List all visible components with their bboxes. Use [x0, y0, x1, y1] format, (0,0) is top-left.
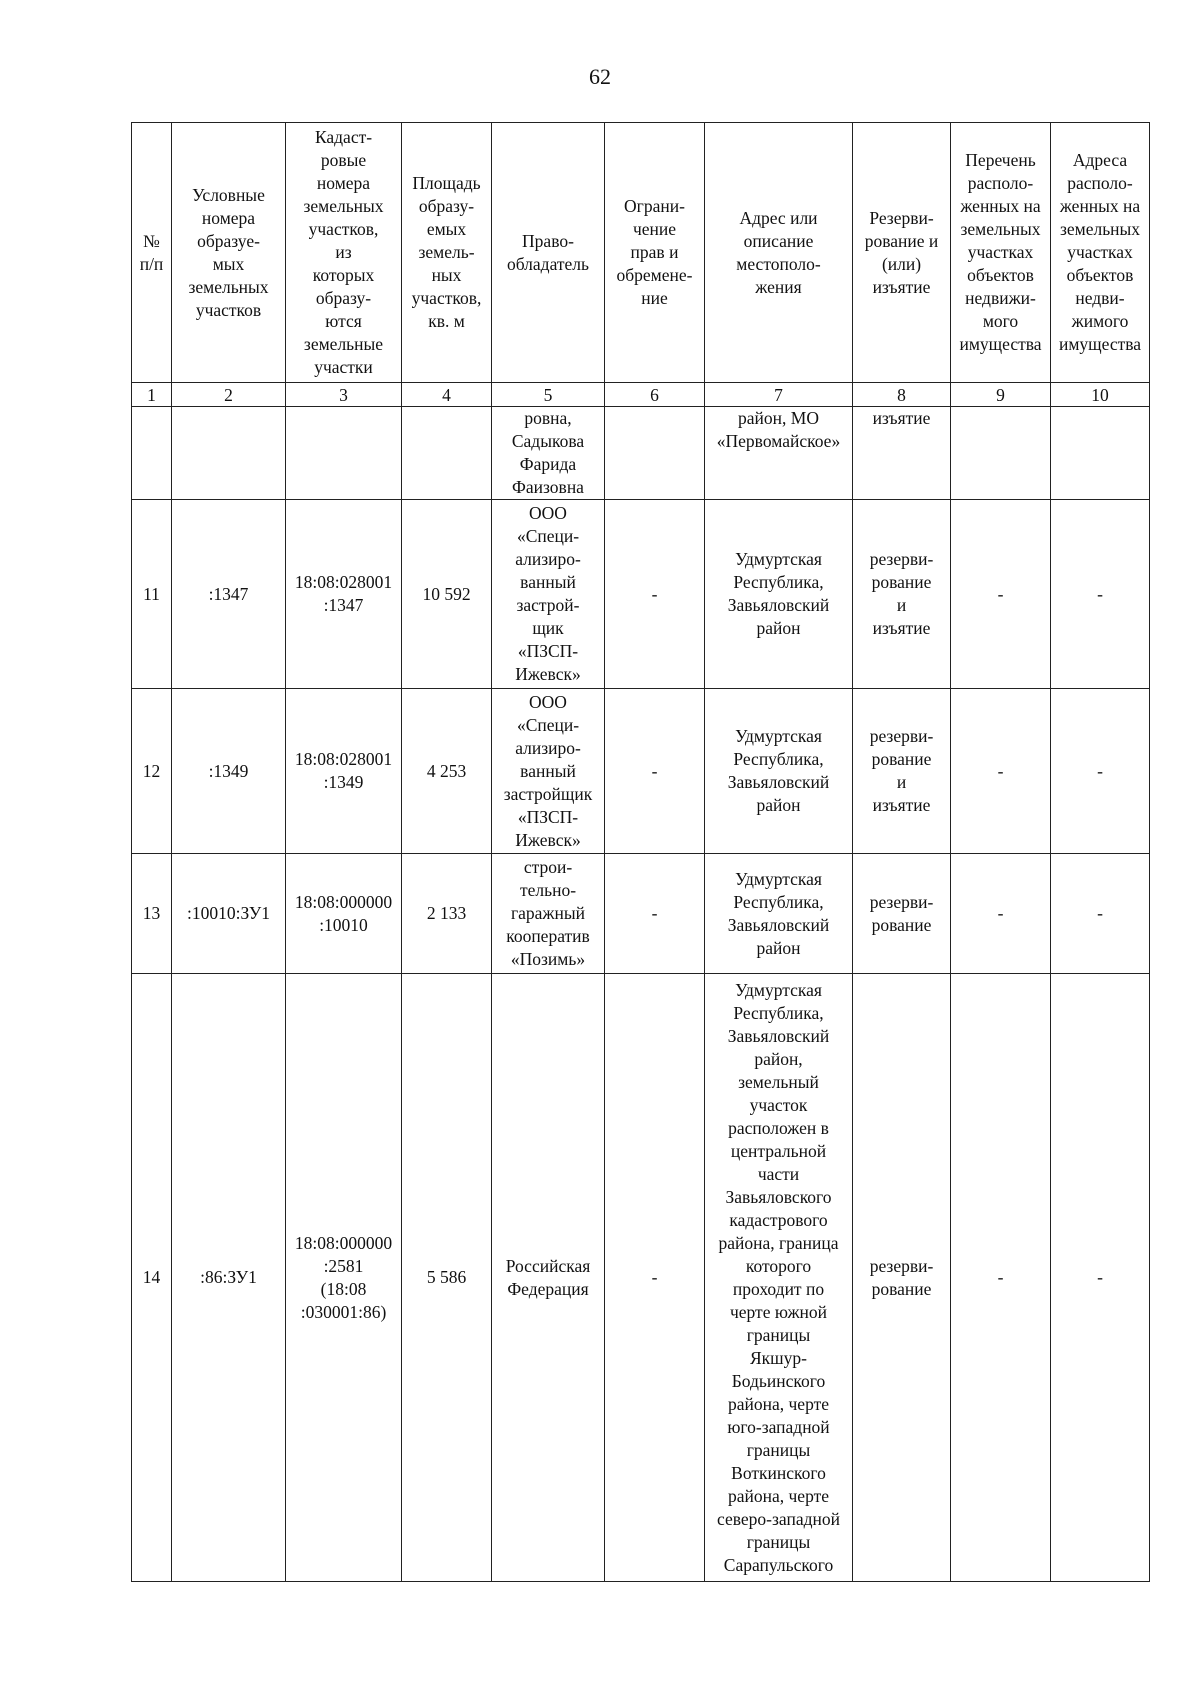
table-cell	[132, 407, 172, 500]
column-number: 5	[492, 383, 605, 407]
table-cell: строи- тельно- гаражный кооператив «Позимь»	[492, 854, 605, 974]
header-cell-area: Площадь образу- емых земель- ных участков, кв. м	[402, 123, 492, 383]
column-number: 2	[172, 383, 286, 407]
table-row	[132, 689, 1150, 854]
table-cell: -	[1051, 854, 1150, 974]
header-cell-conditional-numbers: Условные номера образуе- мых земельных участков	[172, 123, 286, 383]
table-cell: резерви- рование и изъятие	[853, 500, 951, 689]
table-cell	[1051, 407, 1150, 500]
table-cell: -	[951, 500, 1051, 689]
table-cell: -	[605, 854, 705, 974]
table-row	[132, 407, 1150, 500]
table-cell: ООО «Специ- ализиро- ванный застройщик «ПЗСП- Ижевск»	[492, 689, 605, 854]
table-cell: ровна, Садыкова Фарида Фаизовна	[492, 407, 605, 500]
table-cell	[402, 407, 492, 500]
table-cell	[951, 407, 1051, 500]
table-cell: изъятие	[853, 407, 951, 500]
column-number: 9	[951, 383, 1051, 407]
table-cell: 2 133	[402, 854, 492, 974]
table-cell: 10 592	[402, 500, 492, 689]
column-number: 4	[402, 383, 492, 407]
header-cell-objects-addresses: Адреса располо- женных на земельных участках объектов недви- жимого имущества	[1051, 123, 1150, 383]
header-cell-owner: Право- обладатель	[492, 123, 605, 383]
table-cell: 4 253	[402, 689, 492, 854]
table-cell: -	[1051, 500, 1150, 689]
table-cell: :86:ЗУ1	[172, 974, 286, 1582]
column-number: 10	[1051, 383, 1150, 407]
table-cell: -	[951, 974, 1051, 1582]
table-cell: 11	[132, 500, 172, 689]
table-cell: 18:08:028001 :1347	[286, 500, 402, 689]
table-cell: 12	[132, 689, 172, 854]
column-number: 3	[286, 383, 402, 407]
table-cell	[605, 407, 705, 500]
column-number: 6	[605, 383, 705, 407]
table-cell: -	[605, 500, 705, 689]
table-cell: ООО «Специ- ализиро- ванный застрой- щик «ПЗСП- Ижевск»	[492, 500, 605, 689]
table-cell: :1347	[172, 500, 286, 689]
table-cell: резерви- рование	[853, 854, 951, 974]
table-cell: 5 586	[402, 974, 492, 1582]
table-cell: Удмуртская Республика, Завьяловский район	[705, 500, 853, 689]
header-cell-restrictions: Ограни- чение прав и обремене- ние	[605, 123, 705, 383]
column-number-row	[132, 383, 1150, 407]
table-cell: :1349	[172, 689, 286, 854]
table-cell	[172, 407, 286, 500]
table-row	[132, 500, 1150, 689]
table-cell: :10010:ЗУ1	[172, 854, 286, 974]
table-cell: -	[1051, 974, 1150, 1582]
table-row	[132, 974, 1150, 1582]
table-row	[132, 854, 1150, 974]
header-cell-reservation: Резерви- рование и (или) изъятие	[853, 123, 951, 383]
header-cell-objects-list: Перечень располо- женных на земельных участках объектов недвижи- мого имущества	[951, 123, 1051, 383]
table-cell: -	[605, 689, 705, 854]
table-cell: 18:08:000000 :2581 (18:08 :030001:86)	[286, 974, 402, 1582]
table-cell: район, МО «Первомайское»	[705, 407, 853, 500]
table-cell: 14	[132, 974, 172, 1582]
table-cell: резерви- рование и изъятие	[853, 689, 951, 854]
header-cell-number: № п/п	[132, 123, 172, 383]
table-cell: 18:08:028001 :1349	[286, 689, 402, 854]
table-cell: -	[951, 854, 1051, 974]
column-number: 7	[705, 383, 853, 407]
column-number: 1	[132, 383, 172, 407]
table-cell: Удмуртская Республика, Завьяловский район	[705, 689, 853, 854]
table-cell: 13	[132, 854, 172, 974]
page-number: 62	[589, 64, 611, 89]
header-cell-address: Адрес или описание местополо- жения	[705, 123, 853, 383]
table-cell: Российская Федерация	[492, 974, 605, 1582]
land-plots-table	[131, 122, 1150, 1582]
table-cell: Удмуртская Республика, Завьяловский район	[705, 854, 853, 974]
table-cell: -	[951, 689, 1051, 854]
table-cell: 18:08:000000 :10010	[286, 854, 402, 974]
table-cell: резерви- рование	[853, 974, 951, 1582]
header-cell-cadastral-numbers: Кадаст- ровые номера земельных участков, из которых образу- ются земельные участки	[286, 123, 402, 383]
table-cell: -	[1051, 689, 1150, 854]
table-cell: Удмуртская Республика, Завьяловский район, земельный участок расположен в центральной части Завьяловского кадастрового района, граница которого проходит по черте южной границы Якшур- Бодьинского района, черте юго-западной границы Воткинского района, черте северо-западной границы Сарапульского	[705, 974, 853, 1582]
column-number: 8	[853, 383, 951, 407]
table-cell: -	[605, 974, 705, 1582]
header-row	[132, 123, 1150, 383]
table-cell	[286, 407, 402, 500]
